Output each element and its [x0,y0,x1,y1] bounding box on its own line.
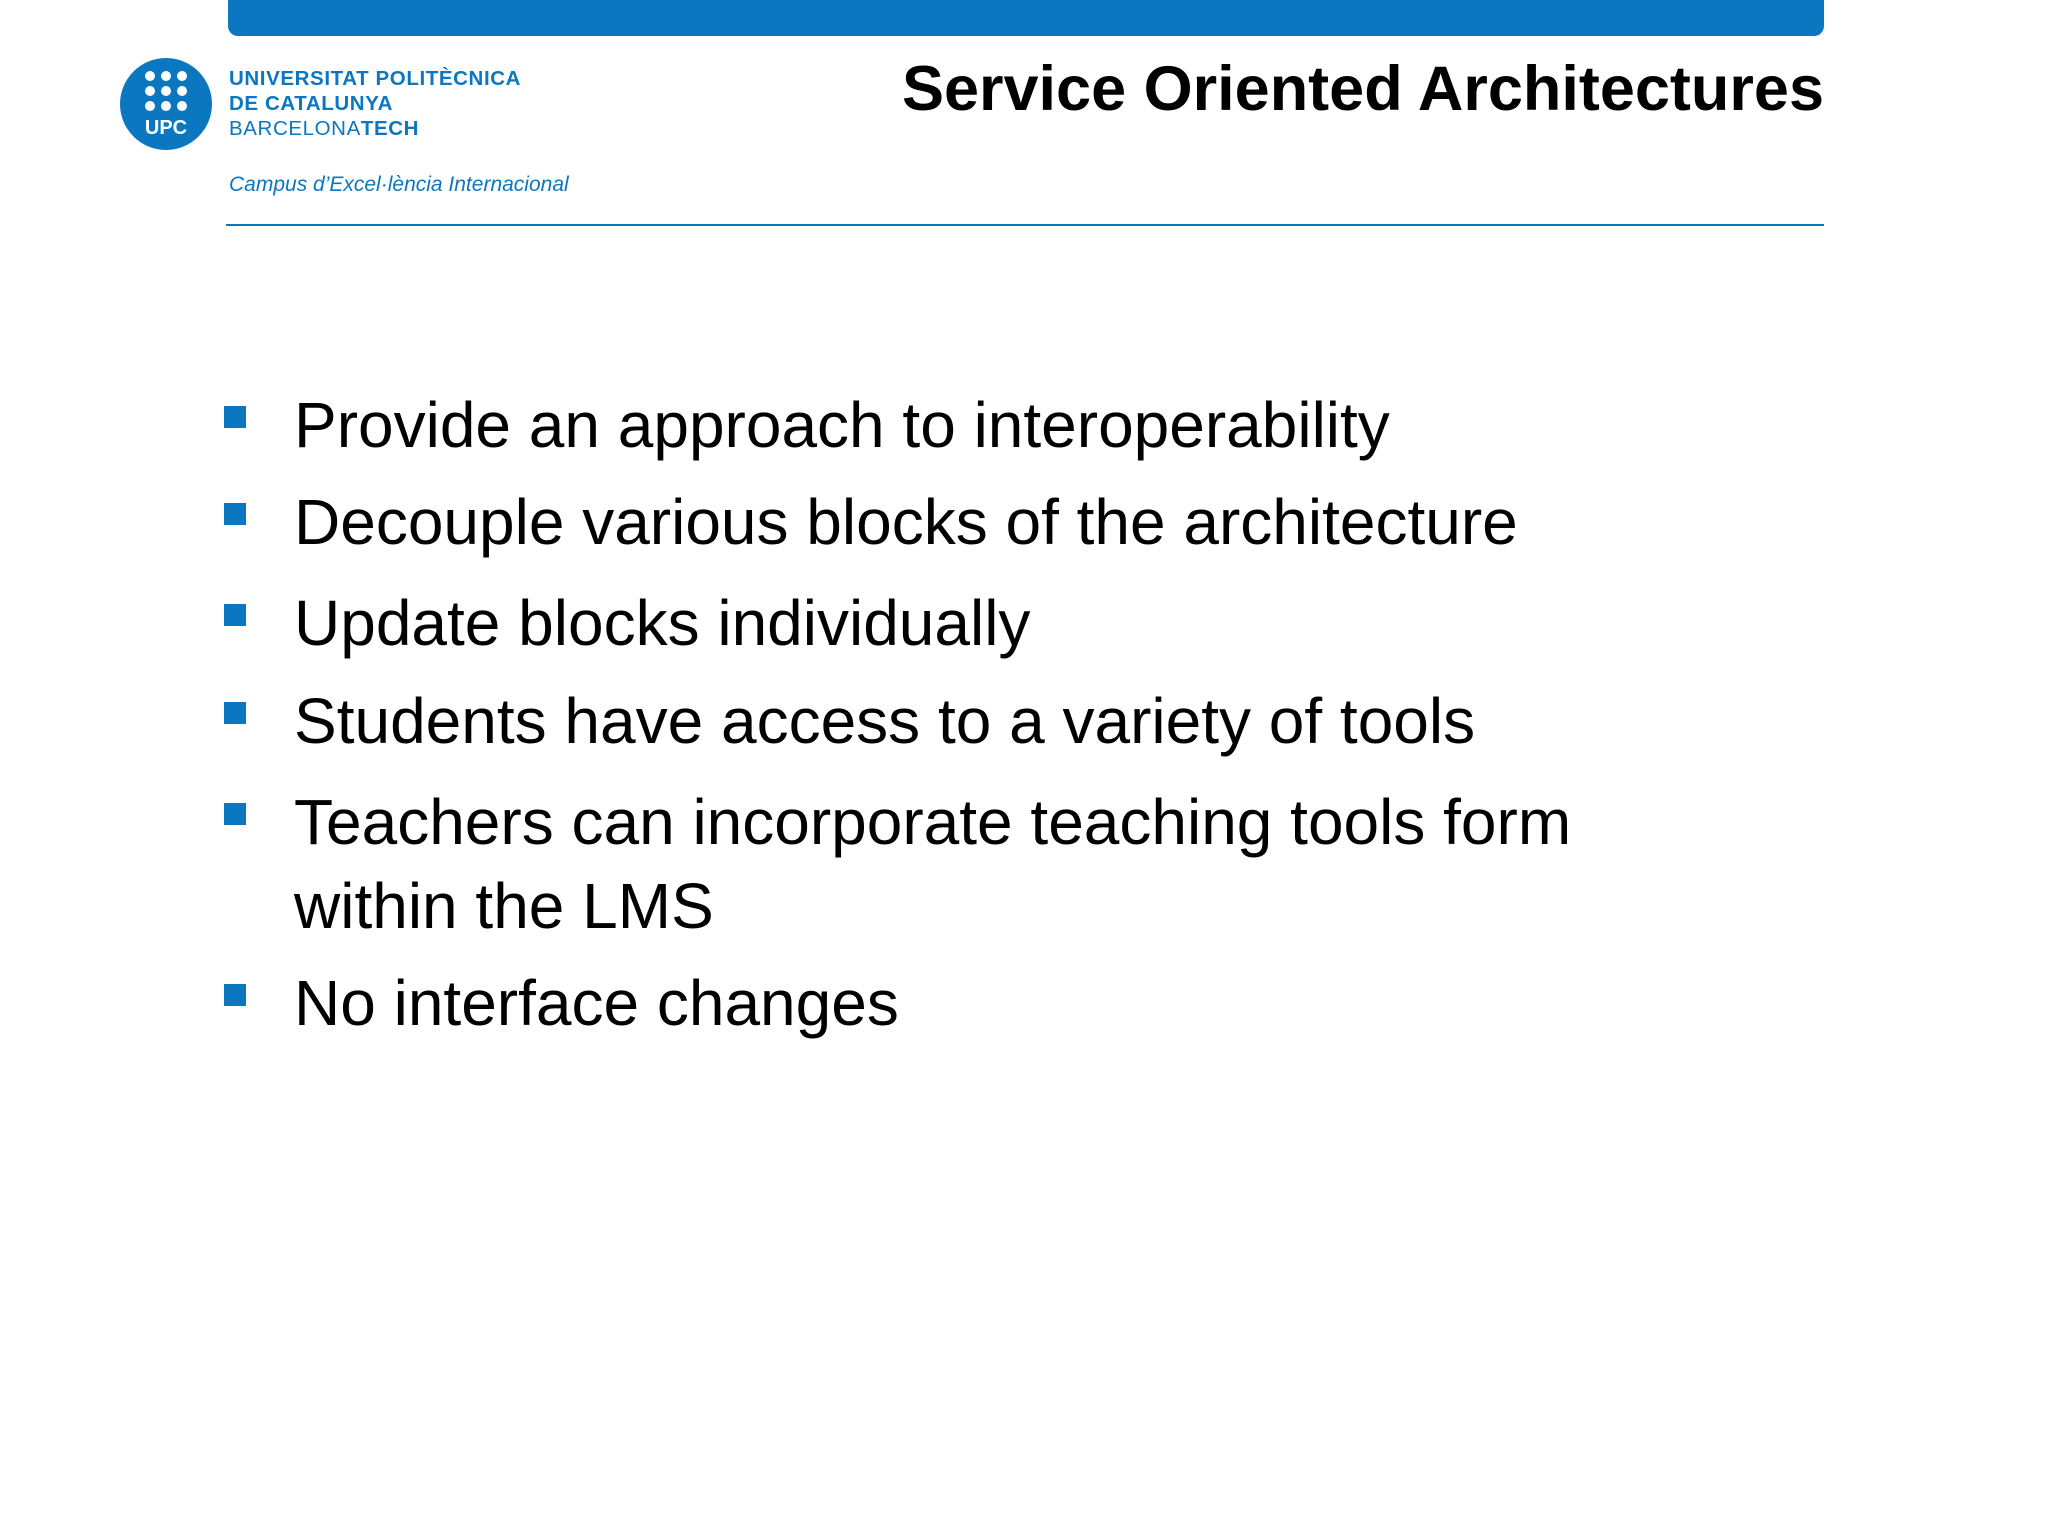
header-divider [226,224,1824,226]
bullet-square-icon [224,702,246,724]
upc-logo-icon [120,58,212,150]
campus-tagline: Campus d’Excel·lència Internacional [229,173,569,196]
top-accent-bar [228,0,1824,36]
bullet-square-icon [224,803,246,825]
logo-text: UPC [144,117,188,139]
bullet-text: Update blocks individually [294,587,1031,659]
university-name-line-3-bold: TECH [360,117,420,140]
university-name [229,66,521,141]
university-name-line-2: DE CATALUNYA [229,92,393,115]
bullet-text: No interface changes [294,967,899,1039]
slide-title: Service Oriented Architectures [901,54,1824,124]
bullet-square-icon [224,984,246,1006]
bullet-text: Provide an approach to interoperability [294,389,1390,461]
bullet-square-icon [224,503,246,525]
university-name-line-3-regular: BARCELONA [229,117,361,140]
bullet-text: Decouple various blocks of the architecture [294,486,1518,558]
university-name-line-3 [229,116,521,141]
bullet-text: Teachers can incorporate teaching tools form within the LMS [294,786,1572,942]
bullet-square-icon [224,406,246,428]
bullet-square-icon [224,604,246,626]
bullet-text: Students have access to a variety of tools [294,685,1476,757]
university-name-line-1: UNIVERSITAT POLITÈCNICA [229,67,522,90]
